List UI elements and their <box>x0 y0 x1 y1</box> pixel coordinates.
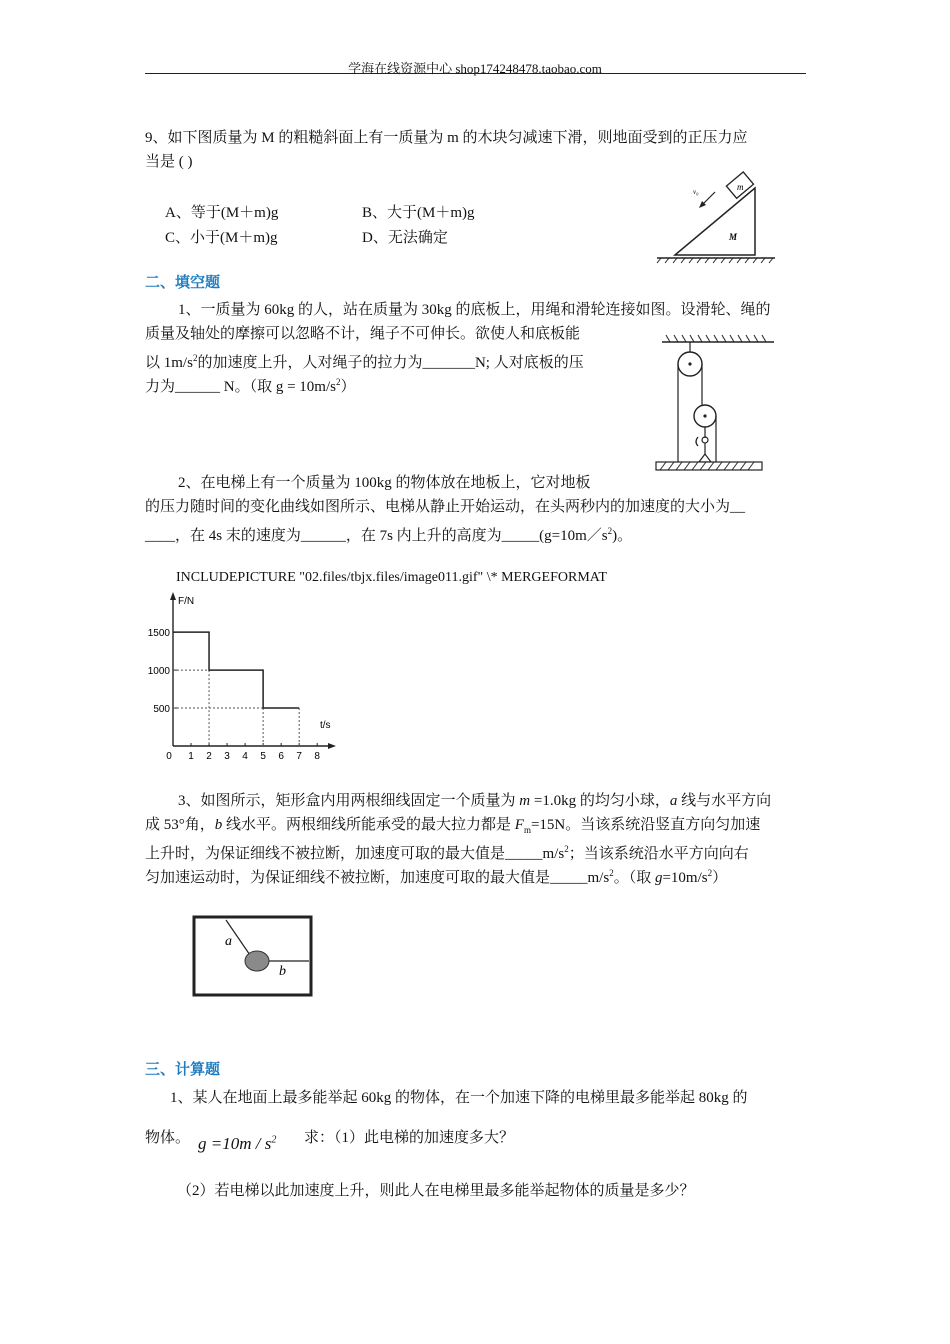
person-legs <box>699 454 711 462</box>
block-m-label: m <box>737 182 744 192</box>
fill3-line2-a: 成 53°角， <box>145 817 215 833</box>
fill3-line2-sub: m <box>523 825 531 835</box>
fill3-line1-a-var: a <box>669 793 678 809</box>
q9-option-a: A、等于(M＋m)g <box>165 205 279 221</box>
x-tick-label-2: 2 <box>206 751 212 762</box>
calc1-line2-b: 求：（1）此电梯的加速度多大？ <box>304 1130 515 1146</box>
fill3-line4-sup2: 2 <box>707 868 713 878</box>
fill3-line1-b: =1.0kg 的均匀小球， <box>530 793 670 809</box>
fill1-line3-b: 的加速度上升，人对绳子的拉力为_______N; 人对底板的压 <box>197 355 584 371</box>
fill1-line4-b: ） <box>340 379 356 395</box>
x-tick-label-4: 4 <box>242 751 248 762</box>
q9-stem-line2: 当是 ( ) <box>145 154 193 170</box>
calc1-line2-a: 物体。 <box>145 1130 191 1146</box>
fill1-line4-a: 力为______ N。（取 g = 10m/s <box>145 379 336 395</box>
q9-option-b: B、大于(M＋m)g <box>362 205 475 221</box>
x-tick-label-0: 0 <box>166 751 172 762</box>
fill3-line4-d: ） <box>712 870 728 886</box>
fill3-line3-sup: 2 <box>564 844 569 854</box>
force-time-chart <box>140 590 340 770</box>
calc1-line1: 1、某人在地面上最多能举起 60kg 的物体，在一个加速下降的电梯里最多能举起 80kg 的 <box>170 1090 748 1106</box>
person-arm <box>696 437 698 446</box>
fill3-line4-c: =10m/s <box>662 870 708 886</box>
fill3-line1-a: 3、如图所示，矩形盒内用两根细线固定一个质量为 <box>178 793 520 809</box>
fill3-line3-b: ；当该系统沿水平方向向右 <box>568 846 749 862</box>
box-ball-figure <box>192 915 314 997</box>
y-axis-arrow <box>170 592 176 600</box>
calc1-formula <box>198 1134 276 1154</box>
header-rule <box>145 73 806 74</box>
y-axis-label: F/N <box>178 596 195 607</box>
fill1-line4-sup: 2 <box>335 377 341 387</box>
fill3-line4-a: 匀加速运动时，为保证细线不被拉断，加速度可取的最大值是_____m/s <box>145 870 610 886</box>
fill2-line3-a: ____，在 4s 末的速度为______，在 7s 内上升的高度为_____(g=10m／s <box>145 528 608 544</box>
lower-pulley-axle <box>703 414 706 417</box>
x-tick-label-1: 1 <box>188 751 194 762</box>
y-tick-label-1500: 1500 <box>147 628 170 640</box>
y-tick-label-500: 500 <box>153 704 170 716</box>
incline-triangle <box>675 188 755 255</box>
section-title-calculation: 三、计算题 <box>145 1060 221 1078</box>
fill3-line1-c: 线与水平方向 <box>677 793 772 809</box>
fill3-line2-d: =15N。当该系统沿竖直方向匀加速 <box>530 817 761 833</box>
fill3-line3-a: 上升时，为保证细线不被拉断，加速度可取的最大值是_____m/s <box>145 846 565 862</box>
fill3-line4-b: 。（取 <box>613 870 655 886</box>
x-axis-label: t/s <box>320 720 331 731</box>
ball <box>245 951 269 971</box>
fill1-line4 <box>145 370 355 399</box>
incline-figure <box>655 170 777 265</box>
x-tick-label-7: 7 <box>296 751 302 762</box>
fill2-line1: 2、在电梯上有一个质量为 100kg 的物体放在地板上，它对地板 <box>178 475 591 491</box>
fill1-line3-sup: 2 <box>192 353 198 363</box>
fill1-line1: 1、一质量为 60kg 的人，站在质量为 30kg 的底板上，用绳和滑轮连接如图。设滑轮、绳的 <box>178 302 771 318</box>
q9-stem-line1: 9、如下图质量为 M 的粗糙斜面上有一质量为 m 的木块匀减速下滑，则地面受到的正压力应 <box>145 130 748 146</box>
x-tick-label-6: 6 <box>278 751 284 762</box>
string-b-label: b <box>279 964 286 979</box>
x-axis-arrow <box>328 743 336 749</box>
x-tick-label-3: 3 <box>224 751 230 762</box>
fill2-line3-b: )。 <box>612 528 633 544</box>
string-a-label: a <box>225 934 232 949</box>
fill1-line3-a: 以 1m/s <box>145 355 193 371</box>
ceiling-hatch <box>666 335 766 342</box>
fill3-line4 <box>145 861 727 890</box>
upper-pulley-axle <box>688 362 691 365</box>
page-header: 学海在线资源中心 shop174248478.taobao.com <box>348 61 602 76</box>
calc1-formula-text: g =10m / s <box>198 1134 272 1153</box>
fill2-line3-sup: 2 <box>607 526 613 536</box>
x-tick-label-8: 8 <box>314 751 320 762</box>
fill3-line1-m: m <box>519 793 531 809</box>
fill3-line1 <box>178 789 771 813</box>
section-title-fill-blank: 二、填空题 <box>145 273 221 291</box>
incline-M-label: M <box>729 232 738 242</box>
fill2-line2: 的压力随时间的变化曲线如图所示、电梯从静止开始运动，在头两秒内的加速度的大小为__ <box>145 499 746 515</box>
q9-option-d: D、无法确定 <box>362 230 448 246</box>
fill3-line2-b-var: b <box>214 817 223 833</box>
q9-option-c: C、小于(M＋m)g <box>165 230 278 246</box>
calc1-formula-sup: 2 <box>271 1134 277 1146</box>
calc1-line3: （2）若电梯以此加速度上升，则此人在电梯里最多能举起物体的质量是多少？ <box>177 1183 695 1199</box>
includepicture-field-code: INCLUDEPICTURE "02.files/tbjx.files/image011.gif" \* MERGEFORMAT <box>176 570 607 585</box>
fill3-line4-g: g <box>654 870 663 886</box>
fill3-line4-sup: 2 <box>609 868 614 878</box>
y-tick-label-1000: 1000 <box>147 666 170 678</box>
fill2-line3 <box>145 519 632 548</box>
fill3-line2-c: 线水平。两根细线所能承受的最大拉力都是 <box>222 817 515 833</box>
force-series-line <box>173 632 299 708</box>
pulley-figure <box>652 330 777 478</box>
x-tick-label-5: 5 <box>260 751 266 762</box>
fill3-line2-F: F <box>514 817 524 833</box>
fill1-line2: 质量及轴处的摩擦可以忽略不计，绳子不可伸长。欲使人和底板能 <box>145 326 581 342</box>
velocity-label: v₀ <box>693 188 699 196</box>
